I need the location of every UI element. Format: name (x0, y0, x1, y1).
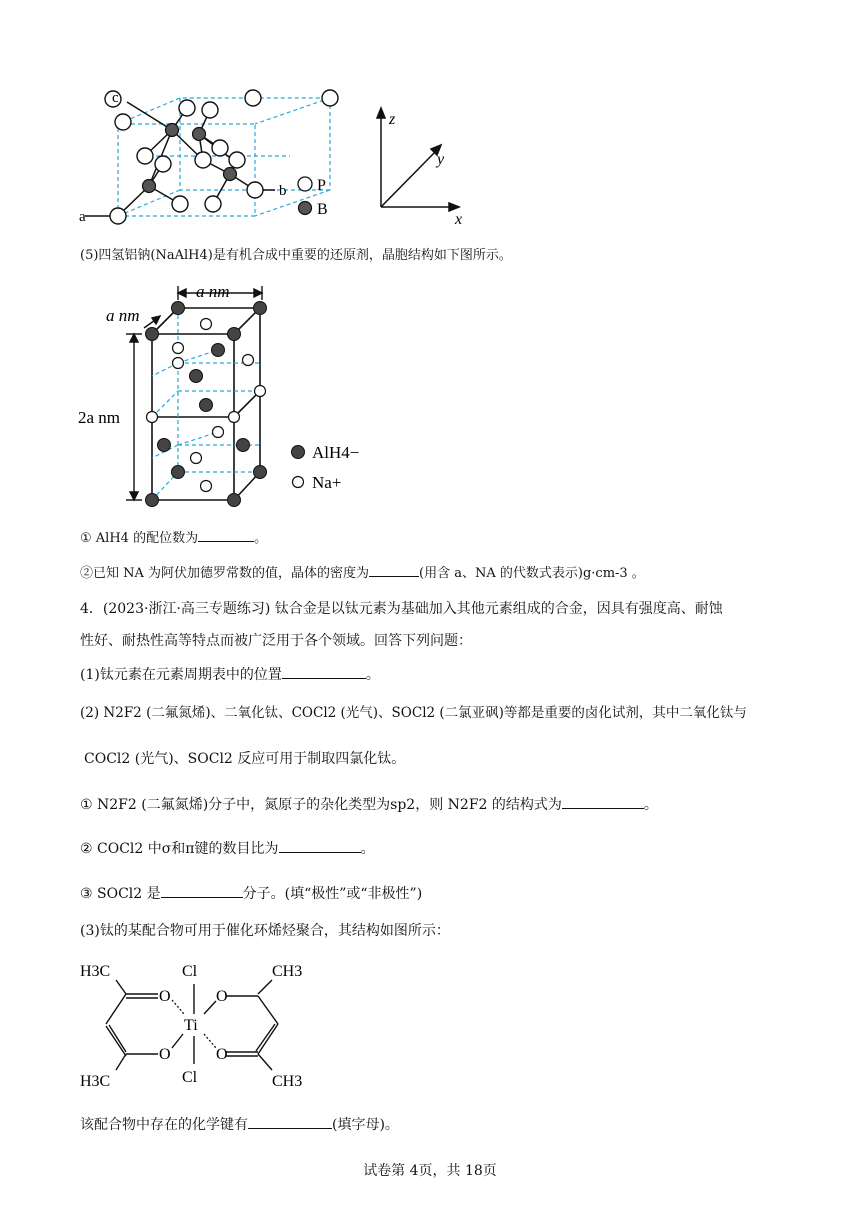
answer-blank[interactable] (248, 1114, 332, 1129)
q4-1: (1)钛元素在元素周期表中的位置 。 (80, 664, 380, 685)
o-bottom-right: O (216, 1046, 228, 1063)
q5-text: (5)四氢铝钠(NaAlH4)是有机合成中重要的还原剂，晶胞结构如下图所示。 (80, 248, 512, 263)
h3c-bottom: H3C (80, 1073, 111, 1090)
o-top-left: O (159, 988, 171, 1005)
legend-p-label: P (317, 177, 326, 194)
legend-na-marker (293, 477, 304, 488)
q5-1: ① AlH4 的配位数为 。 (80, 527, 267, 549)
q4-2-3: ③ SOCl2 是 分子。(填“极性”或“非极性”) (80, 883, 422, 904)
answer-blank[interactable] (562, 794, 644, 809)
page-footer: 试卷第 4页，共 18页 (363, 1163, 497, 1179)
q4-2-line2: COCl2 (光气)、SOCl2 反应可用于制取四氯化钛。 (84, 751, 406, 767)
ch3-top: CH3 (272, 963, 303, 980)
axis-y-label: y (437, 151, 445, 168)
cl-top: Cl (182, 963, 198, 980)
answer-blank[interactable] (282, 664, 366, 679)
crystal-cell-figure-pb (75, 78, 475, 228)
label-b: b (279, 183, 287, 199)
h3c-top: H3C (80, 963, 111, 980)
legend-b-label: B (317, 201, 328, 218)
legend-alh4-label: AlH4− (312, 443, 360, 462)
q4-line2: 性好、耐热性高等特点而被广泛用于各个领域。回答下列问题： (80, 633, 472, 649)
cl-bottom: Cl (182, 1069, 198, 1086)
alh4-atoms (146, 302, 267, 507)
o-top-right: O (216, 988, 228, 1005)
q5-2: ②已知 NA 为阿伏加德罗常数的值，晶体的密度为 (用含 a、NA 的代数式表示)g·cm-3 。 (80, 562, 645, 584)
answer-blank[interactable] (279, 838, 361, 853)
label-a: a (79, 209, 86, 225)
dim-height-label: 2a nm (78, 408, 121, 427)
answer-blank[interactable] (369, 562, 419, 577)
label-c: c (112, 90, 119, 106)
q4-2-line1: (2) N2F2 (二氟氮烯)、二氧化钛、COCl2 (光气)、SOCl2 (二氯亚砜)等都是重要的卤化试剂，其中二氧化钛与 (80, 705, 747, 721)
q4-2-1: ① N2F2 (二氟氮烯)分子中，氮原子的杂化类型为sp2，则 N2F2 的结构式为 。 (80, 794, 658, 815)
axis-z-label: z (389, 111, 396, 128)
answer-blank[interactable] (161, 883, 243, 898)
q4-2-2: ② COCl2 中σ和π键的数目比为 。 (80, 838, 375, 859)
legend-p-marker (298, 177, 312, 191)
ch3-bottom: CH3 (272, 1073, 303, 1090)
dimension-arrows (126, 286, 262, 500)
dim-left-top-label: a nm (106, 306, 140, 325)
ti-complex-structure (76, 956, 336, 1096)
naalh4-unit-cell-figure (78, 280, 398, 512)
dim-top-label: a nm (196, 282, 230, 301)
q4-3-text: (3)钛的某配合物可用于催化环烯烃聚合，其结构如图所示： (80, 923, 450, 939)
b-atoms (143, 124, 237, 193)
legend-na-label: Na+ (312, 473, 342, 492)
q4-line1: 4．(2023·浙江·高三专题练习) 钛合金是以钛元素为基础加入其他元素组成的合金，因具有强度高、耐蚀 (80, 601, 723, 617)
answer-blank[interactable] (198, 527, 254, 542)
o-bottom-left: O (159, 1046, 171, 1063)
legend-b-marker (299, 202, 312, 215)
ti-label: Ti (184, 1017, 198, 1034)
q4-3-question: 该配合物中存在的化学键有 (填字母)。 (80, 1114, 399, 1135)
axis-x-label: x (455, 211, 463, 228)
legend-alh4-marker (292, 446, 305, 459)
